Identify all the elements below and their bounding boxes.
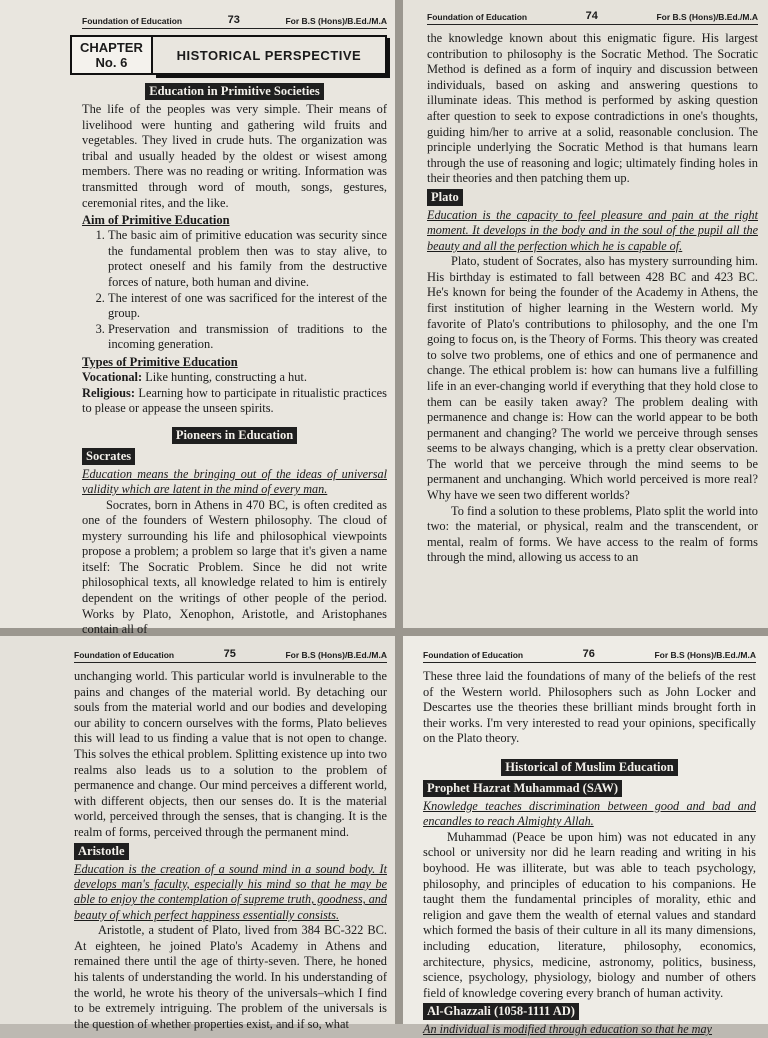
term-label: Vocational: <box>82 369 143 384</box>
paragraph: Muhammad (Peace be upon him) was not educated in any school or university nor did he learn reading and writing in his boyhood. He was illiterate, but was able to teach psychology, philosophy, and principles of education to his companions. He taught them the fundamental principles of morality, ethic and religion and gave them the wealth of eternal values and standard which formed the basis of their culture in all its many dimensions, including education, literature, philosophy, economics, architecture, physics, medicine, astronomy, politics, business, science, psychology, physiology, biology and number of others field of knowledge covering every branch of human activity. <box>423 829 756 1000</box>
book-title: Foundation of Education <box>74 650 175 660</box>
list-item: 1. The basic aim of primitive education was security since the fundamental problem then was to stay alive, to protect oneself and his family from the destructive forces of nature, both human and divine. <box>108 228 387 290</box>
page-number: 75 <box>223 648 236 660</box>
quote: Knowledge teaches discrimination between good and bad and encandles to reach Almighty Allah. <box>423 798 756 829</box>
binding-gutter <box>395 0 403 1024</box>
quote: An individual is modified through education so that he may <box>423 1022 712 1037</box>
philosopher-heading: Aristotle <box>74 843 129 860</box>
quote: Education is the creation of a sound mind in a sound body. It develops man's faculty, especially his mind so that he may be able to enjoy the contemplation of supreme truth, goodness, and beauty of which perfect happiness essentially consists. <box>74 861 387 922</box>
page-number: 74 <box>585 10 598 22</box>
chapter-banner <box>70 35 387 75</box>
paragraph: Socrates, born in Athens in 470 BC, is often credited as one of the founders of Western philosophy. The cloud of mystery surrounding his life and philosophical viewpoints propose a problem; a problem so large that it's given a name itself: The Socratic Problem. Since he did not write philosophical texts, all knowledge related to him is entirely dependent on the writings of other people of the period. Works by Plato, Xenophon, Aristotle, and Aristophanes contain all of <box>82 497 387 637</box>
paragraph: The life of the peoples was very simple. Their means of livelihood were hunting and gathering wild fruits and vegetables. They lived in crude huts. The organization was tribal and usually headed by the oldest or wisest among members. There was no reading or writing. Information was transmitted through word of mouth, songs, gestures, ceremonial rites, and the like. <box>82 102 387 210</box>
page-number: 73 <box>227 14 240 26</box>
page-76 <box>403 636 768 1037</box>
paragraph: To find a solution to these problems, Plato split the world into two: the material, or physical, realm and the transcendent, or mental, realm of forms. We have access to the realm of forms through the mind, allowing us access to an <box>427 503 758 565</box>
term-label: Religious: <box>82 385 136 400</box>
chapter-title: HISTORICAL PERSPECTIVE <box>153 35 387 75</box>
program-label: For B.S (Hons)/B.Ed./M.A <box>654 650 756 660</box>
section-heading: Education in Primitive Societies <box>145 83 323 100</box>
quote: Education means the bringing out of the ideas of universal validity which are latent in the mind of every man. <box>82 466 387 497</box>
page-75 <box>0 636 395 1031</box>
list-item: 2. The interest of one was sacrificed for the interest of the group. <box>108 291 387 322</box>
philosopher-heading: Al-Ghazzali (1058-1111 AD) <box>423 1003 579 1020</box>
page-header <box>427 10 758 25</box>
philosopher-heading: Plato <box>427 189 463 206</box>
program-label: For B.S (Hons)/B.Ed./M.A <box>285 16 387 26</box>
page-header <box>74 648 387 663</box>
subheading: Types of Primitive Education <box>82 354 238 369</box>
section-heading: Historical of Muslim Education <box>501 759 677 776</box>
paragraph: the knowledge known about this enigmatic figure. His largest contribution to philosophy is the Socratic Method. The Socratic Method is defined as a form of inquiry and discussion between individuals, based on asking and answering questions to illuminate ideas. This method is performed by asking question after question to seek to expose contradictions in one's thoughts, guiding him/her to arrive at a solid, reasonable conclusion. The principle underlying the Socratic Method is that humans learn through the use of reasoning and logic; ultimately finding holes in their theories and then patching them up. <box>427 31 758 186</box>
philosopher-heading: Socrates <box>82 448 135 465</box>
page-73 <box>0 0 395 637</box>
page-header <box>423 648 756 663</box>
chapter-number: No. 6 <box>95 55 128 70</box>
list-item: 3. Preservation and transmission of traditions to the incoming generation. <box>108 322 387 353</box>
type-vocational <box>82 370 387 386</box>
page-74 <box>403 0 768 628</box>
section-heading: Pioneers in Education <box>172 427 297 444</box>
paragraph: unchanging world. This particular world is invulnerable to the pains and changes of the material world. By detaching our souls from the material world and our bodies and developing our ability to concern ourselves with the forms, Plato believes this will lead to us finding a value that is not open to change. This solves the ethical problem. Splitting existence up into two realms also leads us to a solution to the problem of permanence and change. Our mind perceives a different world, with different objects, then our senses do. It is the material world, perceived through the senses, that is changing. It is the realm of forms, perceived through the permanent mind. <box>74 669 387 839</box>
book-title: Foundation of Education <box>427 12 528 22</box>
term-text: Learning how to participate in ritualistic practices to please or appease the unseen spirits. <box>82 385 387 416</box>
subheading: Aim of Primitive Education <box>82 213 230 228</box>
program-label: For B.S (Hons)/B.Ed./M.A <box>656 12 758 22</box>
page-number: 76 <box>582 648 595 660</box>
chapter-label: CHAPTER <box>80 40 143 55</box>
philosopher-heading: Prophet Hazrat Muhammad (SAW) <box>423 780 622 797</box>
term-text: Like hunting, constructing a hut. <box>145 369 307 384</box>
chapter-number-box <box>70 35 153 75</box>
paragraph: Aristotle, a student of Plato, lived from 384 BC-322 BC. At eighteen, he joined Plato's Academy in Athens and remained there until the age of thirty-seven. There, he honed his talents of understanding the world. In his understanding of the world, he wrote his theory of the universals–which I find to be extremely intriguing. The problem of the universals is the question of whether properties exist, and if so, what <box>74 923 387 1031</box>
book-title: Foundation of Education <box>423 650 524 660</box>
aims-list <box>82 228 387 353</box>
page-header <box>82 14 387 29</box>
paragraph: Plato, student of Socrates, also has mystery surrounding him. His birthday is estimated to fall between 428 BC and 423 BC. He's known for being the founder of the Academy in Athens, the first institution of higher learning in the Western world. My favorite of Plato's contributions to philosophy, and the one I'm going to focus on, is the Theory of Forms. This theory was created to solve two problems, one of ethics and one of permanence and change. The ethical problem is: how can humans live a fulfilling life in an ever-changing world if everything that they hold close to them can be easily taken away? The problem dealing with permanence and change is: How can the world appear to be both permanent and changing? The world we perceive through senses seems to be always changing, which is a pretty clear observation. The world that we perceive through the mind seems to be permanent and unchanging. Which world perceived is more real? Why have we seen two different worlds? <box>427 254 758 503</box>
paragraph: These three laid the foundations of many of the beliefs of the rest of the Western world. Philosophers such as John Locker and Descartes use the theories these brilliant minds brought forth in their works. I'm very interested to read your opinions, specifically on the Plato theory. <box>423 669 756 746</box>
program-label: For B.S (Hons)/B.Ed./M.A <box>285 650 387 660</box>
quote: Education is the capacity to feel pleasure and pain at the right moment. It develops in the body and in the soul of the pupil all the beauty and all the perfection which he is capable of. <box>427 207 758 253</box>
type-religious <box>82 386 387 417</box>
book-title: Foundation of Education <box>82 16 183 26</box>
